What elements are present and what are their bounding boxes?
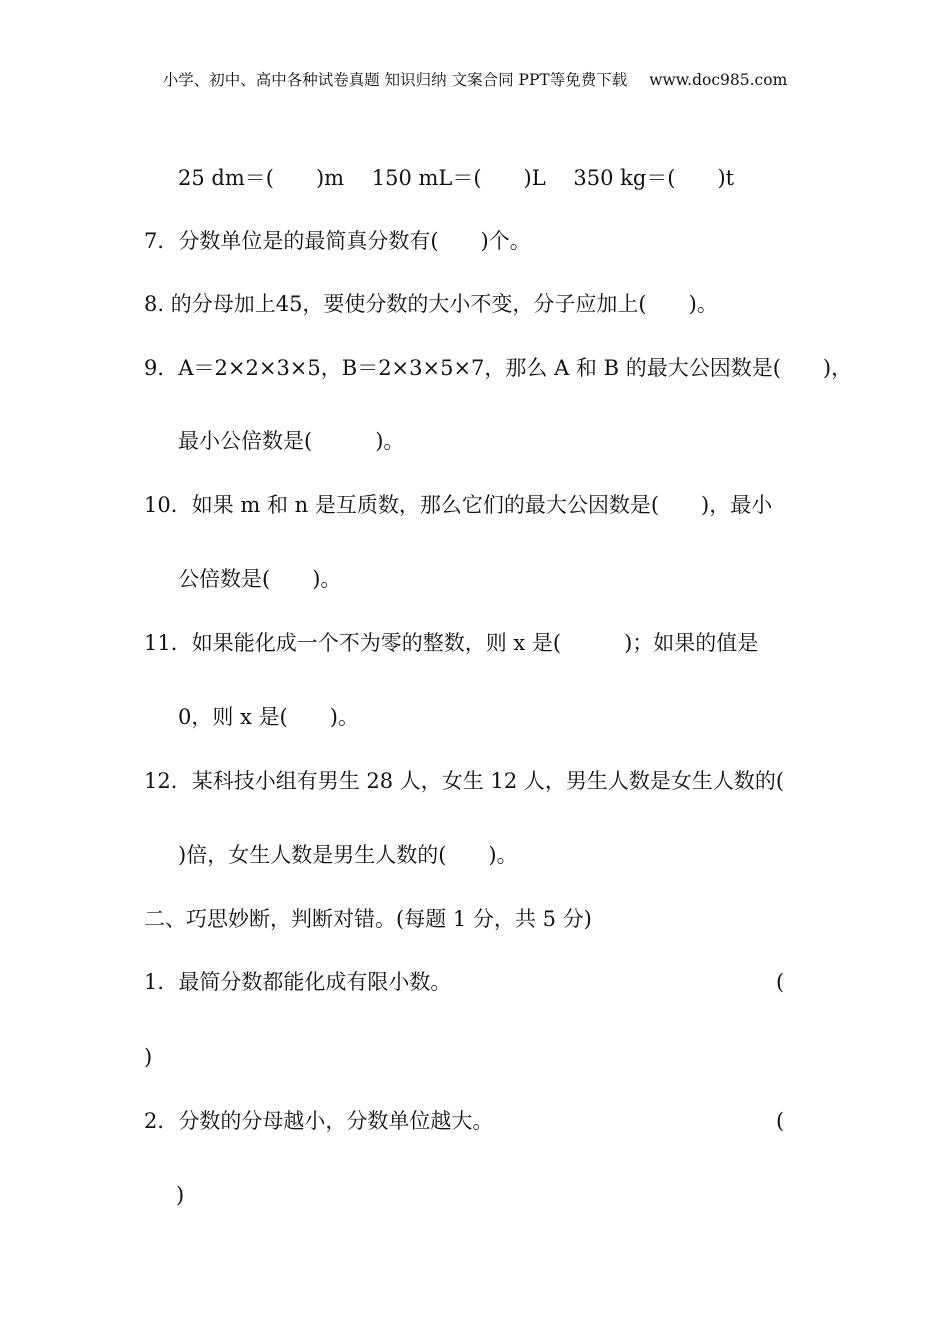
judge-2-close-paren: ) (176, 1183, 185, 1207)
page-header (0, 68, 950, 90)
question-12: 12．某科技小组有男生 28 人，女生 12 人，男生人数是女生人数的( (144, 769, 785, 793)
header-site: www.doc985.com (649, 71, 788, 89)
question-10-continued: 公倍数是( )。 (178, 567, 342, 591)
question-8: 8. 的分母加上45，要使分数的大小不变，分子应加上( )。 (144, 292, 718, 316)
judge-question-2: 2．分数的分母越小，分数单位越大。 (144, 1109, 494, 1133)
question-12-continued: )倍，女生人数是男生人数的( )。 (178, 843, 518, 867)
judge-1-close-paren: ) (144, 1045, 153, 1069)
section-2-heading: 二、巧思妙断，判断对错。(每题 1 分，共 5 分) (144, 907, 592, 931)
question-11-continued: 0，则 x 是( )。 (178, 705, 359, 729)
header-text: 小学、初中、高中各种试卷真题 知识归纳 文案合同 PPT等免费下载 (162, 71, 628, 89)
question-10: 10．如果 m 和 n 是互质数，那么它们的最大公因数是( )，最小 (144, 493, 773, 517)
judge-2-open-paren: ( (776, 1109, 785, 1133)
judge-1-open-paren: ( (776, 970, 785, 994)
judge-question-1: 1．最简分数都能化成有限小数。 (144, 970, 452, 994)
question-11: 11．如果能化成一个不为零的整数，则 x 是( )；如果的值是 (144, 631, 759, 655)
question-9: 9．A＝2×2×3×5，B＝2×3×5×7，那么 A 和 B 的最大公因数是( )， (144, 356, 853, 380)
unit-conversion-line: 25 dm＝( )m 150 mL＝( )L 350 kg＝( )t (178, 166, 735, 190)
question-9-continued: 最小公倍数是( )。 (178, 429, 405, 453)
question-7: 7．分数单位是的最简真分数有( )个。 (144, 229, 531, 253)
